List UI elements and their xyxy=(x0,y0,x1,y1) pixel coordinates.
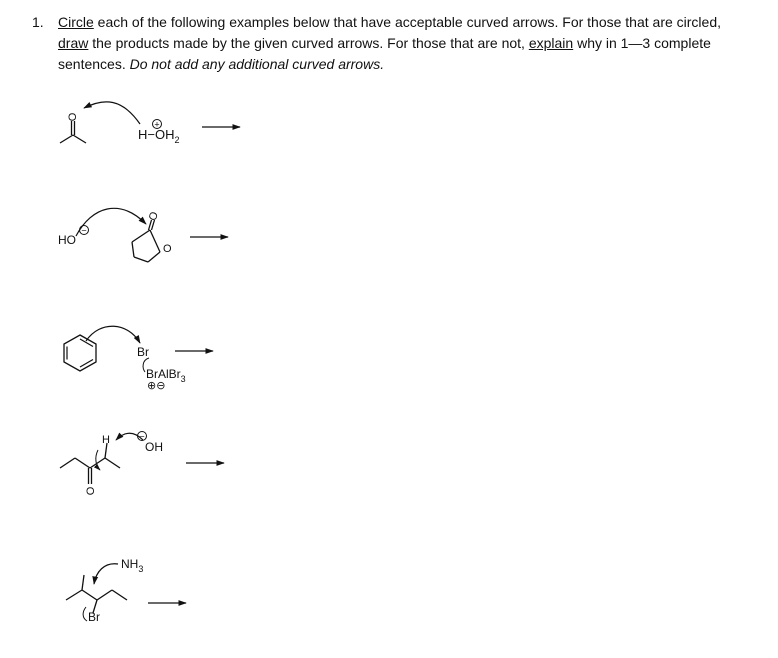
curved-arrow xyxy=(94,564,118,584)
question-text: Circle each of the following examples below that have acceptable curved arrows. For those that are circled, draw the products made by the given curved arrows. For those that are not, explain why in 1—3 complete sentences. Do not add any additional curved arrows. xyxy=(58,14,722,72)
positive-charge-label: + xyxy=(154,119,160,130)
curved-arrow xyxy=(96,450,100,470)
alkyl-bromide-structure xyxy=(66,575,127,613)
benzene-double-bonds xyxy=(67,339,93,367)
ketone-structure xyxy=(60,443,120,484)
ammonia-label: $NH_3$ xyxy=(121,557,144,574)
curved-arrow xyxy=(84,102,140,124)
bromine-aluminum-tribromide-label: BrAlBr$_3$ xyxy=(146,367,186,384)
carbonyl-oxygen-label: O xyxy=(67,112,79,122)
carbonyl-oxygen-label: O xyxy=(85,486,97,496)
bond-arrow xyxy=(83,607,87,621)
example-5 xyxy=(66,557,186,624)
bromine-label: Br xyxy=(88,610,100,624)
lactone-ring xyxy=(132,220,160,262)
negative-charge-label: − xyxy=(139,431,145,442)
keyword-draw: draw xyxy=(58,35,89,51)
example-2 xyxy=(58,208,228,262)
bromine-label: Br xyxy=(137,345,149,359)
question-number: 1. xyxy=(32,14,44,30)
benzene-ring xyxy=(64,335,96,371)
carbonyl-oxygen-label: O xyxy=(146,210,162,223)
curved-arrow xyxy=(86,326,140,343)
negative-charge-label: − xyxy=(81,225,87,236)
hydroxide-label: HO xyxy=(58,233,76,247)
keyword-circle: Circle xyxy=(58,14,94,30)
keyword-explain: explain xyxy=(528,35,574,51)
example-1 xyxy=(60,102,240,145)
instruction-text: Do not add any additional curved arrows. xyxy=(129,56,385,72)
acetone-structure xyxy=(60,121,86,143)
hydroxide-label: OH xyxy=(145,440,163,454)
example-4 xyxy=(60,432,224,496)
hydronium-label: $H-OH_2$ xyxy=(138,127,180,145)
example-3 xyxy=(64,326,213,392)
ring-oxygen-label: O xyxy=(163,243,172,255)
hydrogen-label: H xyxy=(102,434,110,446)
charge-labels: ⊕⊖ xyxy=(147,380,166,392)
